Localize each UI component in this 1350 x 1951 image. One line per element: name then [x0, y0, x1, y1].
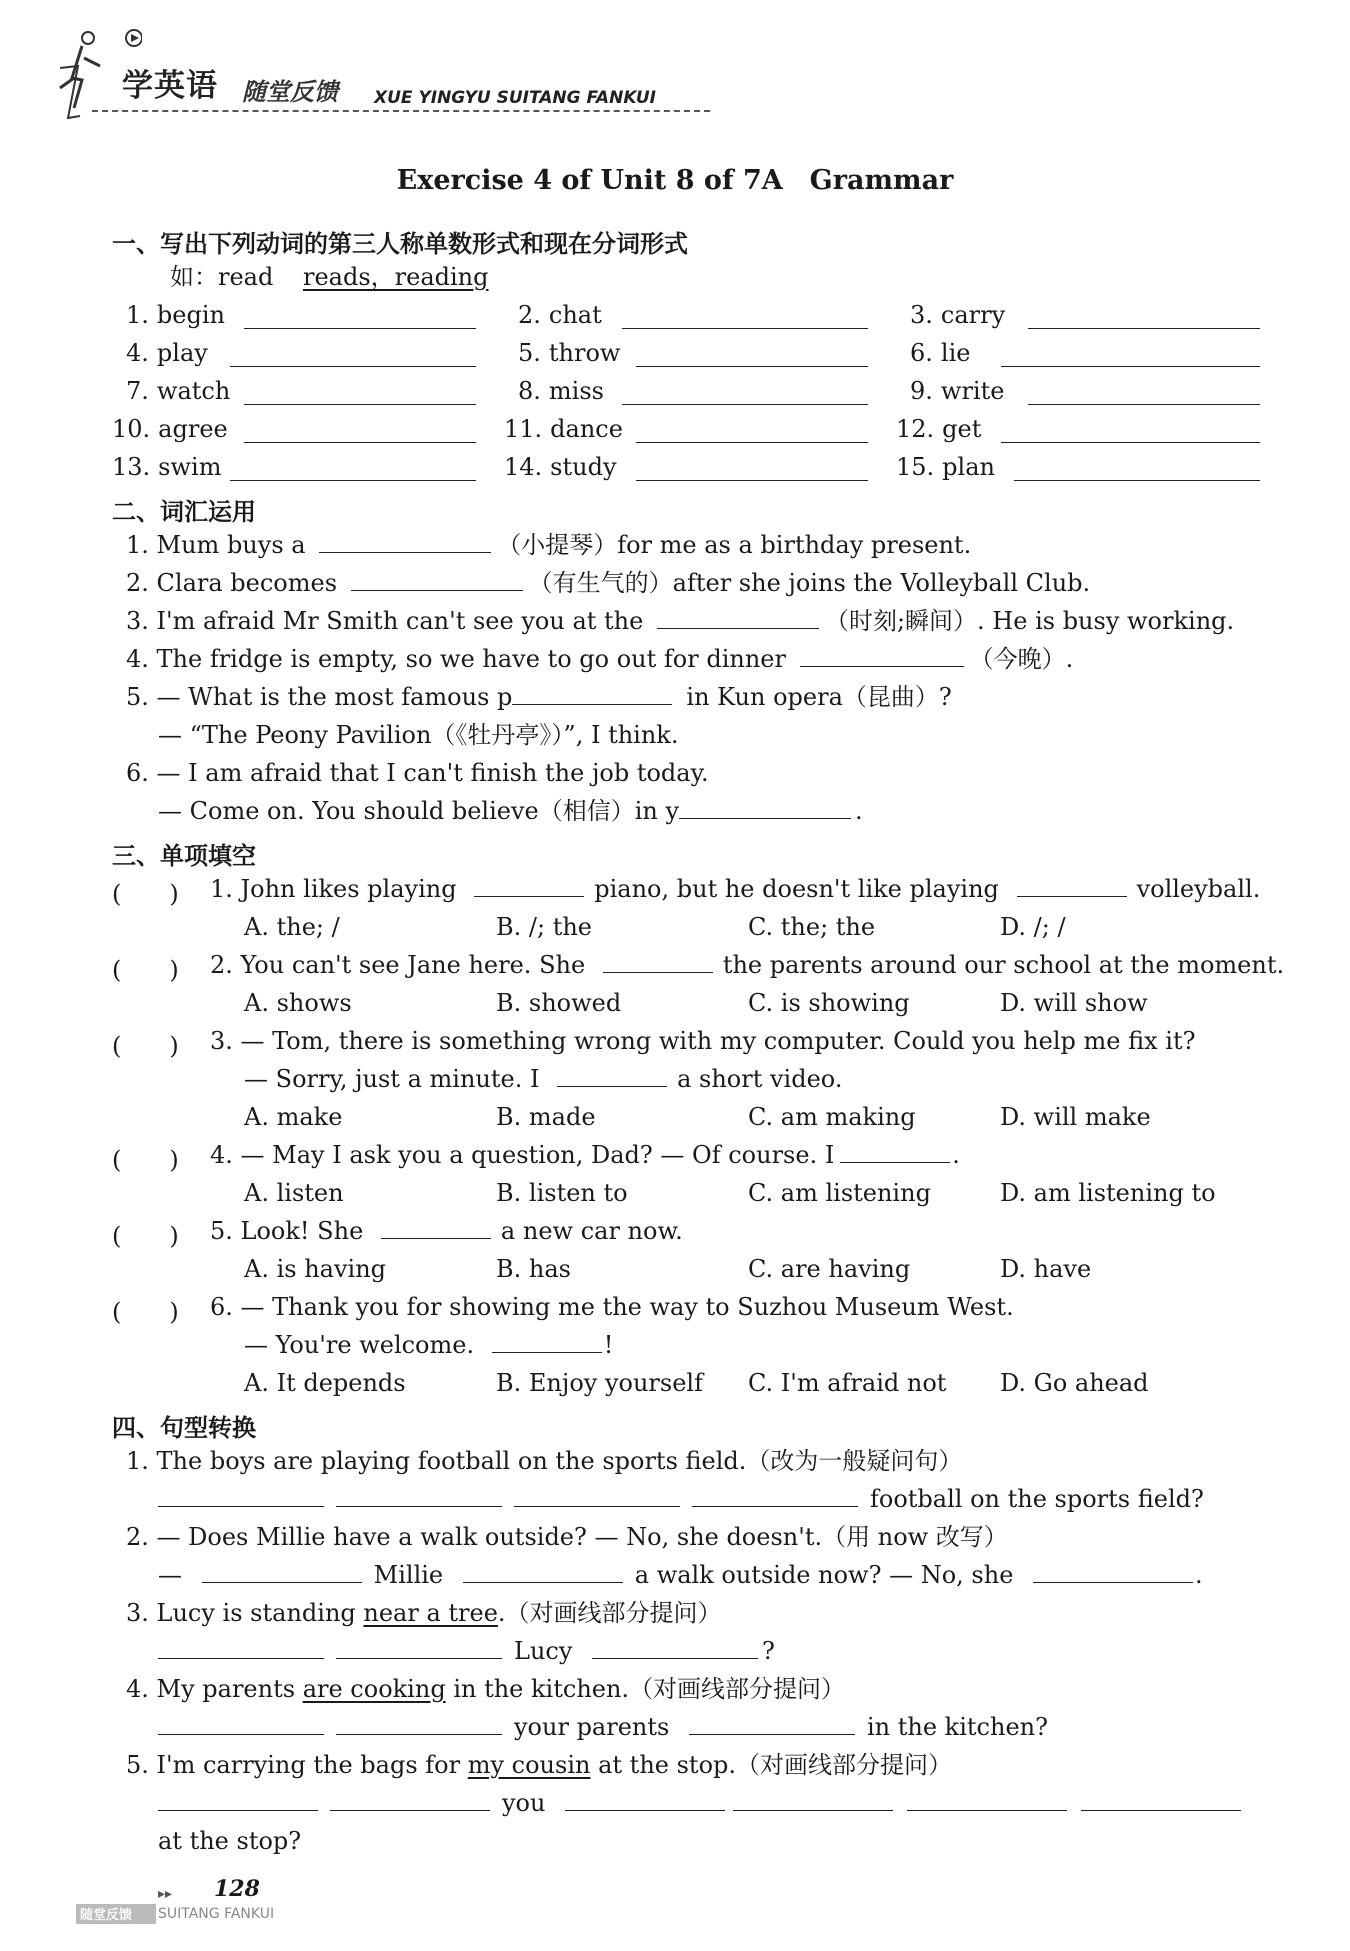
- verb-word: study: [550, 453, 617, 481]
- page-number: 128: [214, 1876, 260, 1902]
- p4-q3-blank2[interactable]: [336, 1636, 502, 1659]
- p3-q5-opt-d[interactable]: D. have: [1000, 1255, 1092, 1283]
- p2-q3-blank[interactable]: [657, 606, 819, 629]
- p2-q6-line2: [158, 796, 863, 826]
- p3-q4-opt-c[interactable]: C. am listening: [748, 1179, 931, 1207]
- p3-q4: [210, 1140, 960, 1170]
- verb-number: 15.: [896, 453, 935, 481]
- p3-q6-end: !: [603, 1331, 614, 1359]
- footer-label: [76, 1904, 286, 1924]
- verb-word: write: [940, 377, 1005, 405]
- p3-q4-opt-d[interactable]: D. am listening to: [1000, 1179, 1216, 1207]
- verb-number: 14.: [504, 453, 543, 481]
- p2-q5-text2: in Kun opera（昆曲）?: [686, 683, 952, 711]
- footer-label-left: 随堂反馈: [80, 1908, 133, 1923]
- p3-q1-text2: piano, but he doesn't like playing: [594, 875, 999, 903]
- p4-q4-blank3[interactable]: [689, 1712, 855, 1735]
- verb-item: [896, 452, 995, 482]
- p2-q2-blank[interactable]: [351, 568, 523, 591]
- p2-q1: [126, 530, 971, 560]
- p3-q1-text3: volleyball.: [1136, 875, 1261, 903]
- verb-answer-blank[interactable]: [244, 420, 477, 443]
- p3-q1-answer-box[interactable]: ( ): [112, 880, 179, 908]
- example-label: 如：read: [170, 263, 274, 291]
- verb-number: 5.: [518, 339, 541, 367]
- p3-q4-opt-b[interactable]: B. listen to: [496, 1179, 628, 1207]
- verb-word: miss: [548, 377, 604, 405]
- verb-item: [504, 414, 623, 444]
- p2-q4-text2: （今晚）.: [969, 645, 1074, 673]
- exercise-title: Exercise 4 of Unit 8 of 7A Grammar: [396, 165, 954, 196]
- verb-item: [126, 300, 225, 330]
- p4-q4-underlined: are cooking: [302, 1675, 446, 1703]
- p4-q4-parents: your parents: [514, 1713, 670, 1741]
- p3-q3-text: — Sorry, just a minute. I: [244, 1065, 540, 1093]
- p3-q2-text2: the parents around our school at the moment.: [722, 951, 1285, 979]
- p3-q3: 3. — Tom, there is something wrong with my computer. Could you help me fix it?: [210, 1027, 1196, 1055]
- header: [52, 28, 672, 138]
- footer-label-block: [76, 1904, 156, 1924]
- p4-q4-text: 4. My parents: [126, 1675, 303, 1703]
- part3-heading: 三、单项填空: [112, 842, 256, 870]
- p3-q6-blank[interactable]: [492, 1330, 602, 1353]
- p3-q2: [210, 950, 1284, 980]
- p2-q3-text2: （时刻;瞬间）. He is busy working.: [824, 607, 1235, 635]
- verb-number: 12.: [896, 415, 935, 443]
- verb-answer-blank[interactable]: [622, 306, 868, 329]
- p4-q4-blank2[interactable]: [336, 1712, 502, 1735]
- p3-q1-opt-a[interactable]: A. the; /: [244, 913, 340, 941]
- p3-q5-opt-b[interactable]: B. has: [496, 1255, 571, 1283]
- p4-q4-instruction: in the kitchen.（对画线部分提问）: [445, 1675, 846, 1703]
- footer-arrow-icon: ▸▸: [158, 1886, 173, 1902]
- verb-item: [126, 376, 230, 406]
- p3-q1-opt-c[interactable]: C. the; the: [748, 913, 876, 941]
- verb-word: chat: [548, 301, 602, 329]
- footer-label-right: SUITANG FANKUI: [158, 1906, 275, 1922]
- verb-item: [518, 300, 602, 330]
- p3-q2-opt-b[interactable]: B. showed: [496, 989, 622, 1017]
- p3-q1-opt-d[interactable]: D. /; /: [1000, 913, 1066, 941]
- p3-q5: [210, 1216, 683, 1246]
- p2-q2-text: 2. Clara becomes: [126, 569, 338, 597]
- verb-word: get: [942, 415, 982, 443]
- p3-q5-blank[interactable]: [381, 1216, 491, 1239]
- p2-q2-text2: （有生气的）after she joins the Volleyball Club.: [528, 569, 1091, 597]
- p4-q1-blank1[interactable]: [158, 1484, 324, 1507]
- p3-q2-opt-d[interactable]: D. will show: [1000, 989, 1148, 1017]
- p3-q6-opt-b[interactable]: B. Enjoy yourself: [496, 1369, 703, 1397]
- p2-q6-blank[interactable]: [679, 796, 851, 819]
- p2-q5: [126, 682, 952, 712]
- p4-q2-dash: —: [158, 1561, 182, 1589]
- verb-answer-blank[interactable]: [636, 458, 869, 481]
- p3-q5-text2: a new car now.: [500, 1217, 683, 1245]
- verb-number: 2.: [518, 301, 541, 329]
- p4-q2: 2. — Does Millie have a walk outside? — No, she doesn't.（用 now 改写）: [126, 1523, 1008, 1551]
- p4-q2-blank1[interactable]: [202, 1560, 362, 1583]
- verb-word: watch: [156, 377, 231, 405]
- p4-q5-end: at the stop?: [158, 1827, 302, 1855]
- example-answer: reads，reading: [303, 263, 489, 291]
- p3-q5-opt-a[interactable]: A. is having: [244, 1255, 387, 1283]
- p4-q5-you: you: [502, 1789, 546, 1817]
- p4-q5: [126, 1750, 952, 1780]
- verb-answer-blank[interactable]: [1028, 382, 1261, 405]
- p3-q5-text: 5. Look! She: [210, 1217, 364, 1245]
- p2-q6-end: .: [855, 797, 863, 825]
- p2-q1-blank[interactable]: [319, 530, 491, 553]
- p3-q4-answer-box[interactable]: ( ): [112, 1146, 179, 1174]
- verb-answer-blank[interactable]: [230, 458, 476, 481]
- p4-q4-answer: [158, 1712, 1048, 1742]
- p3-q1-blank2[interactable]: [1017, 874, 1127, 897]
- p2-q1-text: 1. Mum buys a: [126, 531, 306, 559]
- p2-q5-answer: — “The Peony Pavilion（《牡丹亭》）”, I think.: [158, 721, 679, 749]
- p4-q3: [126, 1598, 722, 1628]
- p3-q3-answer-box[interactable]: ( ): [112, 1032, 179, 1060]
- verb-number: 10.: [112, 415, 151, 443]
- verb-answer-blank[interactable]: [1028, 306, 1261, 329]
- header-divider: [92, 110, 710, 112]
- verb-item: [896, 414, 981, 444]
- verb-number: 13.: [112, 453, 151, 481]
- verb-number: 1.: [126, 301, 149, 329]
- p3-q3-opt-c[interactable]: C. am making: [748, 1103, 916, 1131]
- verb-answer-blank[interactable]: [244, 382, 477, 405]
- p2-q1-text2: （小提琴）for me as a birthday present.: [497, 531, 972, 559]
- p3-q3-line2: [244, 1064, 842, 1094]
- p4-q3-instruction: .（对画线部分提问）: [497, 1599, 722, 1627]
- p4-q3-answer: [158, 1636, 775, 1666]
- verb-item: [504, 452, 617, 482]
- verb-word: agree: [158, 415, 228, 443]
- verb-number: 3.: [910, 301, 933, 329]
- verb-item: [112, 414, 228, 444]
- p3-q2-text: 2. You can't see Jane here. She: [210, 951, 586, 979]
- p4-q5-blank1[interactable]: [158, 1788, 318, 1811]
- p4-q5-text: 5. I'm carrying the bags for: [126, 1751, 468, 1779]
- p4-q2-millie: Millie: [373, 1561, 444, 1589]
- p3-q4-opt-a[interactable]: A. listen: [244, 1179, 344, 1207]
- p2-q4-blank[interactable]: [800, 644, 964, 667]
- p4-q5-blank5[interactable]: [907, 1788, 1067, 1811]
- p3-q4-blank[interactable]: [840, 1140, 950, 1163]
- p4-q3-text: 3. Lucy is standing: [126, 1599, 364, 1627]
- p4-q2-text: a walk outside now? — No, she: [634, 1561, 1014, 1589]
- p3-q5-opt-c[interactable]: C. are having: [748, 1255, 911, 1283]
- p3-q4-end: .: [952, 1141, 960, 1169]
- p3-q2-answer-box[interactable]: ( ): [112, 956, 179, 984]
- p3-q6-opt-d[interactable]: D. Go ahead: [1000, 1369, 1149, 1397]
- p4-q2-blank2[interactable]: [463, 1560, 623, 1583]
- header-subtitle: 随堂反馈: [242, 78, 338, 106]
- p3-q3-text2: a short video.: [677, 1065, 843, 1093]
- p2-q3: [126, 606, 1234, 636]
- p3-q6: 6. — Thank you for showing me the way to Suzhou Museum West.: [210, 1293, 1014, 1321]
- p3-q3-opt-a[interactable]: A. make: [244, 1103, 343, 1131]
- verb-item: [112, 452, 221, 482]
- p3-q2-opt-c[interactable]: C. is showing: [748, 989, 910, 1017]
- p4-q1-blank4[interactable]: [692, 1484, 858, 1507]
- verb-answer-blank[interactable]: [1014, 458, 1260, 481]
- verb-item: [910, 338, 970, 368]
- p4-q2-answer: [158, 1560, 1203, 1590]
- p3-q3-blank[interactable]: [557, 1064, 667, 1087]
- p3-q6-text: — You're welcome.: [244, 1331, 475, 1359]
- p3-q5-answer-box[interactable]: ( ): [112, 1222, 179, 1250]
- verb-word: begin: [156, 301, 225, 329]
- verb-answer-blank[interactable]: [636, 420, 869, 443]
- verb-item: [518, 338, 620, 368]
- verb-word: carry: [940, 301, 1006, 329]
- part4-heading: 四、句型转换: [112, 1414, 256, 1442]
- p4-q1: 1. The boys are playing football on the sports field.（改为一般疑问句）: [126, 1447, 963, 1475]
- header-title: 学英语: [122, 68, 218, 104]
- p4-q5-underlined: my cousin: [467, 1751, 591, 1779]
- p4-q4-blank1[interactable]: [158, 1712, 324, 1735]
- p3-q1-text: 1. John likes playing: [210, 875, 457, 903]
- p3-q6-line2: [244, 1330, 613, 1360]
- p3-q1: [210, 874, 1260, 904]
- p4-q3-lucy: Lucy: [514, 1637, 573, 1665]
- p4-q3-blank3[interactable]: [592, 1636, 758, 1659]
- p4-q1-blank2[interactable]: [336, 1484, 502, 1507]
- p4-q5-blank3[interactable]: [565, 1788, 725, 1811]
- verb-word: lie: [940, 339, 971, 367]
- p3-q2-opt-a[interactable]: A. shows: [244, 989, 352, 1017]
- p2-q6: 6. — I am afraid that I can't finish the job today.: [126, 759, 709, 787]
- p4-q2-end: .: [1195, 1561, 1203, 1589]
- verb-word: dance: [550, 415, 623, 443]
- p4-q3-blank1[interactable]: [158, 1636, 324, 1659]
- p3-q4-text: 4. — May I ask you a question, Dad? — Of course. I: [210, 1141, 835, 1169]
- p4-q5-blank4[interactable]: [733, 1788, 893, 1811]
- p4-q5-answer: [158, 1788, 1241, 1818]
- p2-q2: [126, 568, 1090, 598]
- verb-item: [126, 338, 208, 368]
- verb-number: 7.: [126, 377, 149, 405]
- p4-q3-end: ?: [762, 1637, 775, 1665]
- p4-q5-blank2[interactable]: [330, 1788, 490, 1811]
- p4-q5-blank6[interactable]: [1081, 1788, 1241, 1811]
- p3-q3-opt-b[interactable]: B. made: [496, 1103, 596, 1131]
- verb-answer-blank[interactable]: [636, 344, 869, 367]
- p4-q4: [126, 1674, 845, 1704]
- p4-q1-end: football on the sports field?: [870, 1485, 1204, 1513]
- p4-q2-blank3[interactable]: [1033, 1560, 1193, 1583]
- verb-number: 4.: [126, 339, 149, 367]
- p4-q4-end: in the kitchen?: [866, 1713, 1048, 1741]
- p3-q6-opt-c[interactable]: C. I'm afraid not: [748, 1369, 947, 1397]
- verb-number: 11.: [504, 415, 543, 443]
- verb-item: [910, 376, 1004, 406]
- p4-q5-instruction: at the stop.（对画线部分提问）: [590, 1751, 953, 1779]
- p4-q1-blank3[interactable]: [514, 1484, 680, 1507]
- verb-answer-blank[interactable]: [244, 306, 477, 329]
- verb-answer-blank[interactable]: [622, 382, 868, 405]
- p3-q1-blank1[interactable]: [474, 874, 584, 897]
- verb-item: [910, 300, 1005, 330]
- p2-q5-text: 5. — What is the most famous p: [126, 683, 513, 711]
- p2-q6-text: — Come on. You should believe（相信）in y: [158, 797, 680, 825]
- p3-q1-opt-b[interactable]: B. /; the: [496, 913, 592, 941]
- p3-q6-opt-a[interactable]: A. It depends: [244, 1369, 406, 1397]
- part1-heading: 一、写出下列动词的第三人称单数形式和现在分词形式: [112, 230, 688, 258]
- p4-q3-underlined: near a tree: [363, 1599, 498, 1627]
- p2-q5-blank[interactable]: [512, 682, 672, 705]
- verb-number: 6.: [910, 339, 933, 367]
- verb-word: play: [156, 339, 208, 367]
- verb-answer-blank[interactable]: [1001, 420, 1261, 443]
- verb-word: throw: [548, 339, 621, 367]
- verb-item: [518, 376, 604, 406]
- verb-answer-blank[interactable]: [230, 344, 476, 367]
- p4-q1-answer: [158, 1484, 1204, 1514]
- verb-number: 9.: [910, 377, 933, 405]
- p2-q3-text: 3. I'm afraid Mr Smith can't see you at the: [126, 607, 644, 635]
- verb-word: plan: [942, 453, 995, 481]
- part1-example: [170, 262, 489, 292]
- verb-number: 8.: [518, 377, 541, 405]
- p2-q4-text: 4. The fridge is empty, so we have to go out for dinner: [126, 645, 786, 673]
- part2-heading: 二、词汇运用: [112, 498, 256, 526]
- header-pinyin: XUE YINGYU SUITANG FANKUI: [374, 88, 657, 108]
- verb-answer-blank[interactable]: [1001, 344, 1261, 367]
- p2-q4: [126, 644, 1073, 674]
- p3-q3-opt-d[interactable]: D. will make: [1000, 1103, 1151, 1131]
- p3-q6-answer-box[interactable]: ( ): [112, 1298, 179, 1326]
- verb-word: swim: [158, 453, 222, 481]
- p3-q2-blank[interactable]: [603, 950, 713, 973]
